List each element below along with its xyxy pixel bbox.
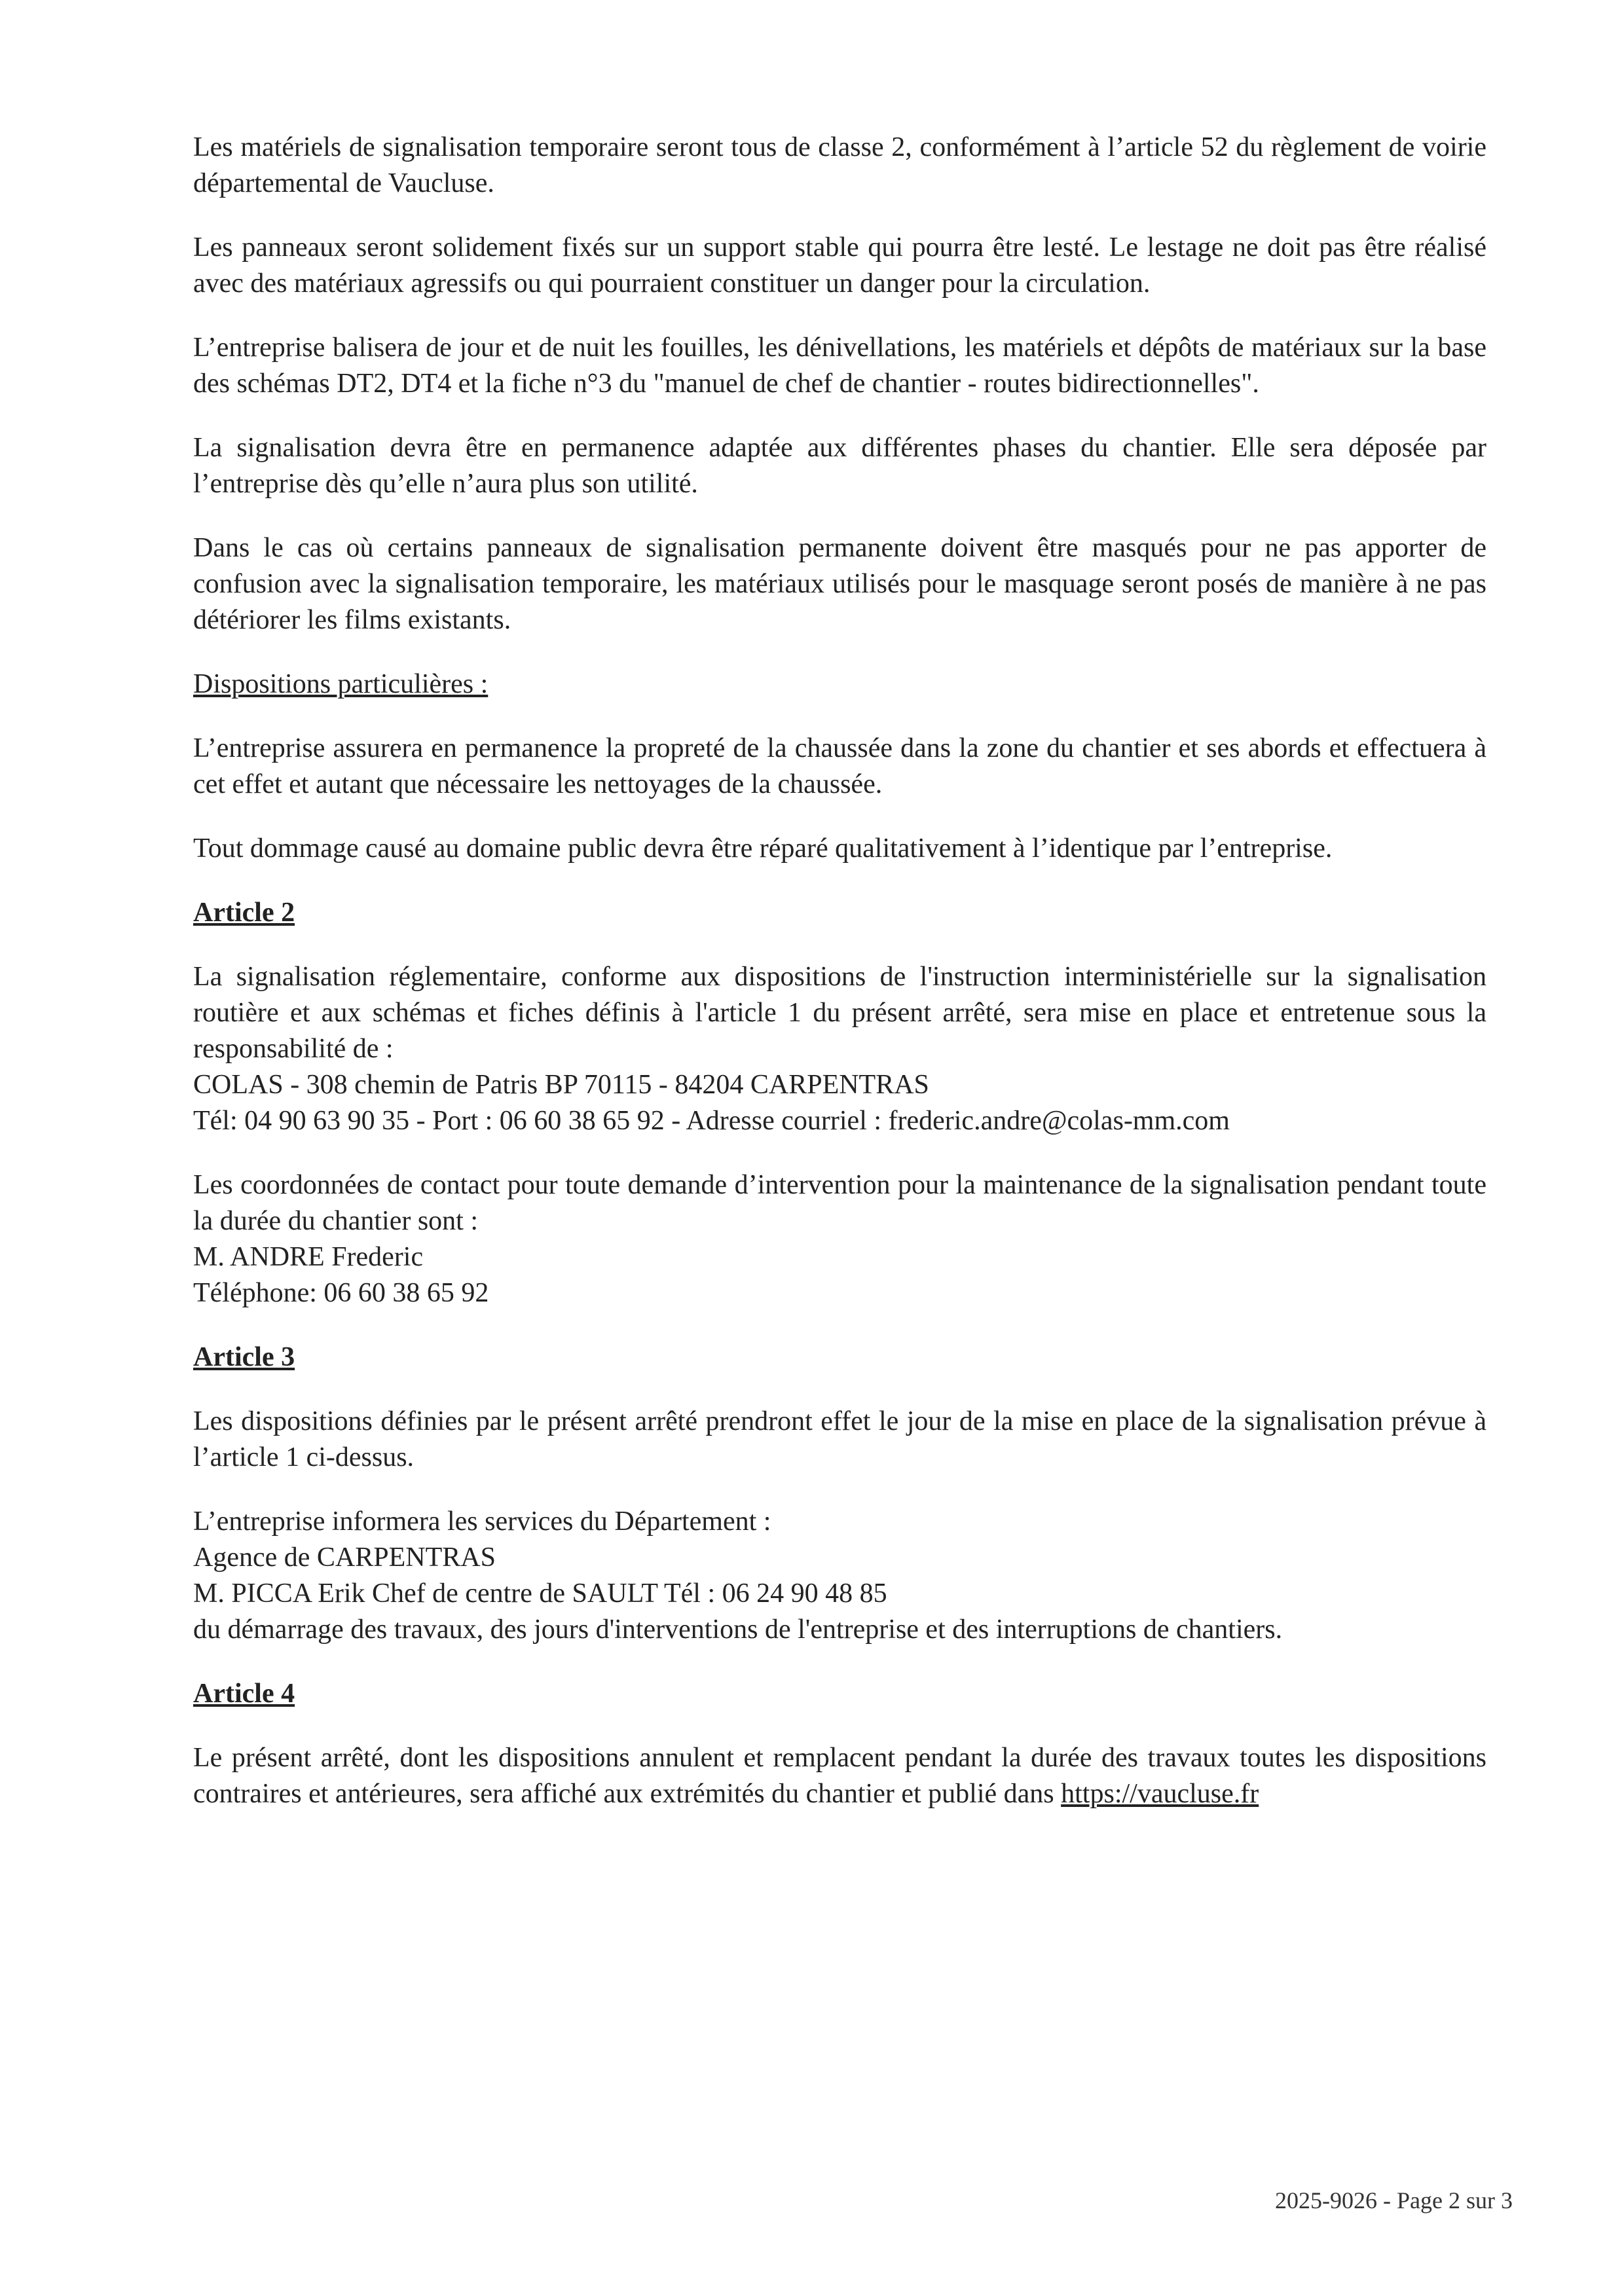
article-2-paragraph: La signalisation réglementaire, conforme aux dispositions de l'instruction interministérielle sur la signalisation routière et aux schémas et fiches définis à l'article 1 du présent arrêté, sera mise en place et entretenue sous la responsabilité de : (193, 962, 1486, 1064)
contact-phone: Téléphone: 06 60 38 65 92 (193, 1278, 489, 1308)
contact-name: M. ANDRE Frederic (193, 1242, 424, 1272)
paragraph-dommage: Tout dommage causé au domaine public devra être réparé qualitativement à l’identique par l’entreprise. (193, 833, 1333, 864)
company-contact: Tél: 04 90 63 90 35 - Port : 06 60 38 65 92 - Adresse courriel : frederic.andre@colas-mm.com (193, 1106, 1230, 1136)
article-3-information (193, 1504, 1486, 1648)
document-body (193, 130, 1486, 1840)
article-3-paragraph: Les dispositions définies par le présent arrêté prendront effet le jour de la mise en place de la signalisation prévue à l’article 1 ci-dessus. (193, 1406, 1486, 1472)
article-4-heading: Article 4 (193, 1679, 295, 1709)
company-address: COLAS - 308 chemin de Patris BP 70115 - 84204 CARPENTRAS (193, 1070, 929, 1100)
article-4-paragraph (193, 1740, 1486, 1812)
article-2-contact-paragraph: Les coordonnées de contact pour toute demande d’intervention pour la maintenance de la signalisation pendant toute la durée du chantier sont : (193, 1170, 1486, 1236)
page-footer: 2025-9026 - Page 2 sur 3 (1275, 2187, 1513, 2214)
paragraph-signalisation-phases: La signalisation devra être en permanence adaptée aux différentes phases du chantier. Elle sera déposée par l’entreprise dès qu’elle n’aura plus son utilité. (193, 433, 1486, 499)
paragraph-balisage: L’entreprise balisera de jour et de nuit les fouilles, les dénivellations, les matériels et dépôts de matériaux sur la base des schémas DT2, DT4 et la fiche n°3 du "manuel de chef de chantier - routes bidirectionnelles". (193, 333, 1486, 399)
article-3-line-1: L’entreprise informera les services du Département : (193, 1506, 771, 1537)
paragraph-proprete: L’entreprise assurera en permanence la propreté de la chaussée dans la zone du chantier et ses abords et effectuera à cet effet et autant que nécessaire les nettoyages de la chaussée. (193, 733, 1486, 799)
article-2-heading: Article 2 (193, 898, 295, 928)
paragraph-masquage: Dans le cas où certains panneaux de signalisation permanente doivent être masqués pour ne pas apporter de confusion avec la signalisation temporaire, les matériaux utilisés pour le masquage seront posés de manière à ne pas détériorer les films existants. (193, 533, 1486, 635)
vaucluse-link[interactable]: https://vaucluse.fr (1061, 1779, 1259, 1809)
article-4-text: Le présent arrêté, dont les dispositions annulent et remplacent pendant la durée des travaux toutes les dispositions contraires et antérieures, sera affiché aux extrémités du chantier et publié dans (193, 1743, 1486, 1809)
paragraph-classe-2: Les matériels de signalisation temporaire seront tous de classe 2, conformément à l’article 52 du règlement de voirie départemental de Vaucluse. (193, 132, 1486, 198)
article-3-heading: Article 3 (193, 1342, 295, 1372)
article-2-maintenance-contact (193, 1167, 1486, 1311)
dispositions-heading: Dispositions particulières : (193, 669, 489, 699)
article-3-line-4: du démarrage des travaux, des jours d'interventions de l'entreprise et des interruptions de chantiers. (193, 1614, 1283, 1645)
article-3-line-2: Agence de CARPENTRAS (193, 1542, 496, 1573)
paragraph-panneaux: Les panneaux seront solidement fixés sur un support stable qui pourra être lesté. Le lestage ne doit pas être réalisé avec des matériaux agressifs ou qui pourraient constituer un danger pour la circulation. (193, 232, 1486, 299)
article-2-responsable (193, 959, 1486, 1139)
article-3-line-3: M. PICCA Erik Chef de centre de SAULT Tél : 06 24 90 48 85 (193, 1578, 887, 1609)
